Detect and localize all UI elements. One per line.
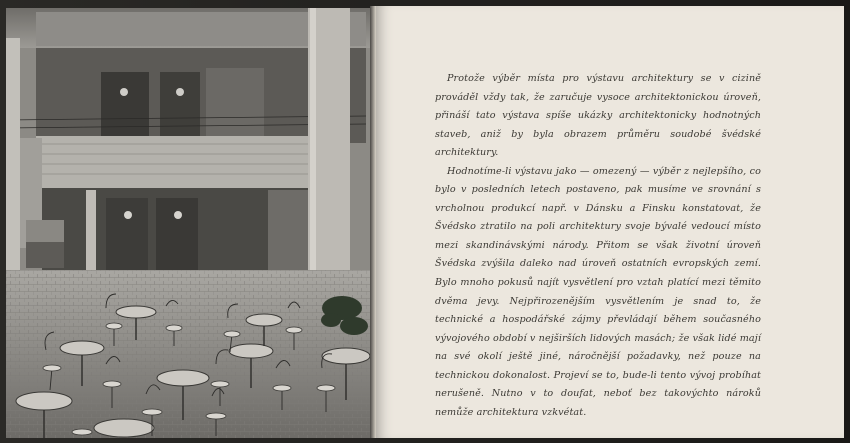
interior-photograph [6,8,370,438]
paragraph-2: Hodnotíme-li výstavu jako — omezený — výběr z nejlepšího, co bylo v posledních letech postaveno, pak musíme ve srovnání s vrcholnou produkcí např. v Dánsku a Finsku konstatovat, že Švédsko ztratilo na poli architektury svoje bývalé vedoucí místo mezi skandinávskými národy. Přitom se však životní úroveň Švédska zvýšila daleko nad úroveň ostatních evropských zemí. Bylo mnoho pokusů najít vysvětlení pro vztah platící mezi těmito dvěma jevy. Nejpřirozenějším vysvětlením je snad to, že technické a hospodářské zájmy převládají během současného vývojového období v nejširších lidových masách; že však lidé mají na své okolí ještě jiné, náročnější požadavky, než pouze na technickou dokonalost. Projeví se to, bude-li tento vývoj probíhat nerušeně. Nutno v to doufat, neboť bez takovýchto nároků nemůže architektura vzkvétat. [435,165,761,418]
paragraph-1: Protože výběr místa pro výstavu architektury se v cizině prováděl vždy tak, že zaručuje vysoce architektonickou úroveň, přináší tato výstava spíše ukázky architektonicky hodnotných staveb, aniž by byla obrazem průměru soudobé švédské architektury. [435,73,761,159]
text-page [376,6,844,438]
body-text [435,70,761,422]
hall-illustration [6,8,370,438]
